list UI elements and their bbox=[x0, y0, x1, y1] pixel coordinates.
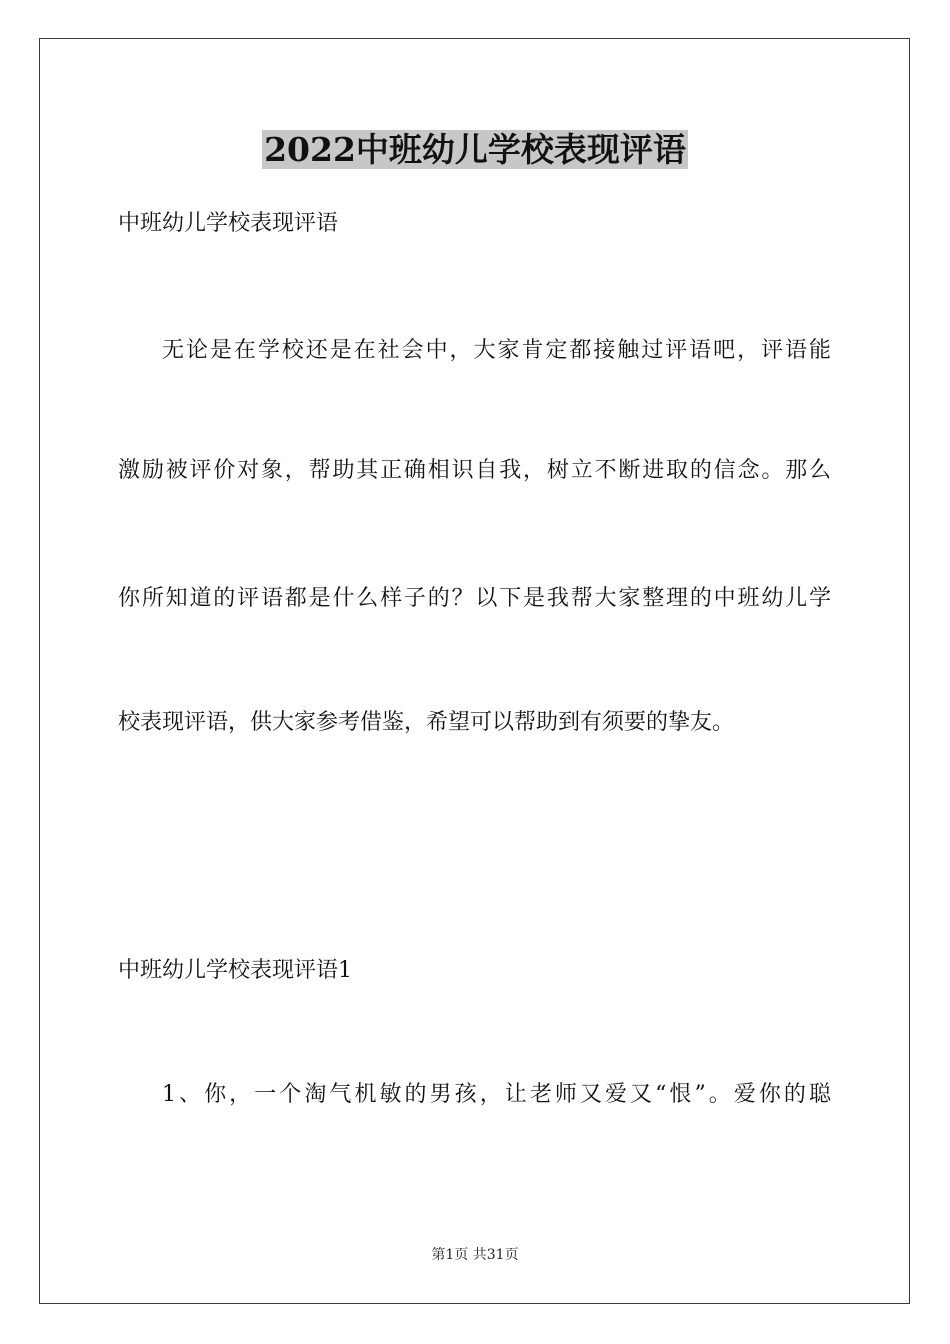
document-title-text: 2022中班幼儿学校表现评语 bbox=[264, 130, 686, 169]
intro-line-3: 你所知道的评语都是什么样子的？以下是我帮大家整理的中班幼儿学 bbox=[118, 586, 831, 611]
intro-line-2: 激励被评价对象，帮助其正确相识自我，树立不断进取的信念。那么 bbox=[118, 458, 831, 483]
intro-line-4: 校表现评语，供大家参考借鉴，希望可以帮助到有须要的挚友。 bbox=[118, 710, 735, 735]
page-number-footer: 第1页 共31页 bbox=[431, 1247, 519, 1263]
intro-line-1: 无论是在学校还是在社会中，大家肯定都接触过评语吧，评语能 bbox=[162, 338, 831, 363]
section-heading: 中班幼儿学校表现评语1 bbox=[118, 958, 352, 983]
item-1-line-1: 1、你，一个淘气机敏的男孩，让老师又爱又“恨”。爱你的聪 bbox=[162, 1082, 831, 1107]
document-title bbox=[0, 128, 950, 172]
document-subtitle: 中班幼儿学校表现评语 bbox=[118, 211, 339, 236]
